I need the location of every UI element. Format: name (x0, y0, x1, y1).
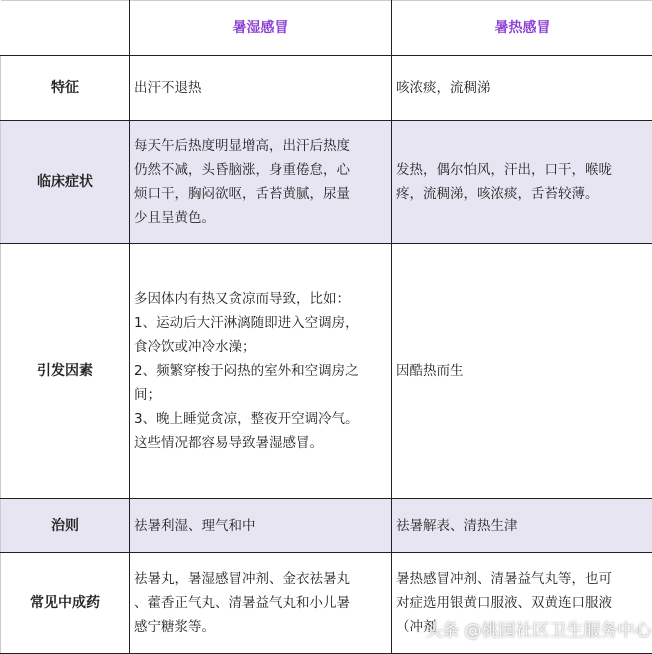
row-label: 引发因素 (1, 244, 130, 499)
cell-col2 (392, 121, 652, 244)
cell-col1 (130, 121, 392, 244)
table-row (1, 499, 652, 553)
cell-line: 、藿香正气丸、清暑益气丸和小儿暑 (134, 591, 387, 615)
cell-line: 暑热感冒冲剂、清暑益气丸等，也可 (396, 567, 649, 591)
cell-col1 (130, 553, 392, 654)
cell-line: 每天午后热度明显增高，出汗后热度 (134, 134, 387, 158)
row-label: 临床症状 (1, 121, 130, 244)
cell-line: 疼，流稠涕，咳浓痰，舌苔较薄。 (396, 182, 649, 206)
row-label: 常见中成药 (1, 553, 130, 654)
cell-col2 (392, 499, 652, 553)
header-blank (1, 1, 130, 56)
header-summer-damp-cold: 暑湿感冒 (130, 1, 392, 56)
table-row (1, 56, 652, 121)
cell-col2 (392, 56, 652, 121)
table-row (1, 244, 652, 499)
cell-line: 2、频繁穿梭于闷热的室外和空调房之 (134, 359, 387, 383)
table-row (1, 121, 652, 244)
cell-line: 发热，偶尔怕风，汗出，口干，喉咙 (396, 158, 649, 182)
cell-col1 (130, 56, 392, 121)
cell-line: 咳浓痰，流稠涕 (396, 76, 649, 100)
cell-line: 祛暑丸，暑湿感冒冲剂、金衣祛暑丸 (134, 567, 387, 591)
cell-line: 烦口干，胸闷欲呕，舌苔黄腻，尿量 (134, 182, 387, 206)
cell-line: 1、运动后大汗淋漓随即进入空调房， (134, 311, 387, 335)
cell-line: 仍然不减，头昏脑涨，身重倦怠，心 (134, 158, 387, 182)
cell-line: 因酷热而生 (396, 359, 649, 383)
watermark[interactable]: 头条 @桃园社区卫生服务中心 (425, 616, 651, 641)
cell-line: 多因体内有热又贪凉而导致，比如： (134, 287, 387, 311)
header-summer-heat-cold: 暑热感冒 (392, 1, 652, 56)
row-label: 特征 (1, 56, 130, 121)
cell-line: 感宁糖浆等。 (134, 615, 387, 639)
row-label: 治则 (1, 499, 130, 553)
header-row (1, 1, 652, 56)
cell-line: 祛暑利湿、理气和中 (134, 514, 387, 538)
cell-line: 3、晚上睡觉贪凉，整夜开空调冷气。 (134, 407, 387, 431)
cell-line: 食冷饮或冲冷水澡； (134, 335, 387, 359)
cell-col2 (392, 244, 652, 499)
cell-line: 这些情况都容易导致暑湿感冒。 (134, 431, 387, 455)
cell-line: 间； (134, 383, 387, 407)
cell-col1 (130, 244, 392, 499)
cell-line: （冲剂 (396, 615, 649, 639)
cell-line: 祛暑解表、清热生津 (396, 514, 649, 538)
cell-line: 少且呈黄色。 (134, 206, 387, 230)
cell-line: 对症选用银黄口服液、双黄连口服液 (396, 591, 649, 615)
cell-col1 (130, 499, 392, 553)
cell-line: 出汗不退热 (134, 76, 387, 100)
